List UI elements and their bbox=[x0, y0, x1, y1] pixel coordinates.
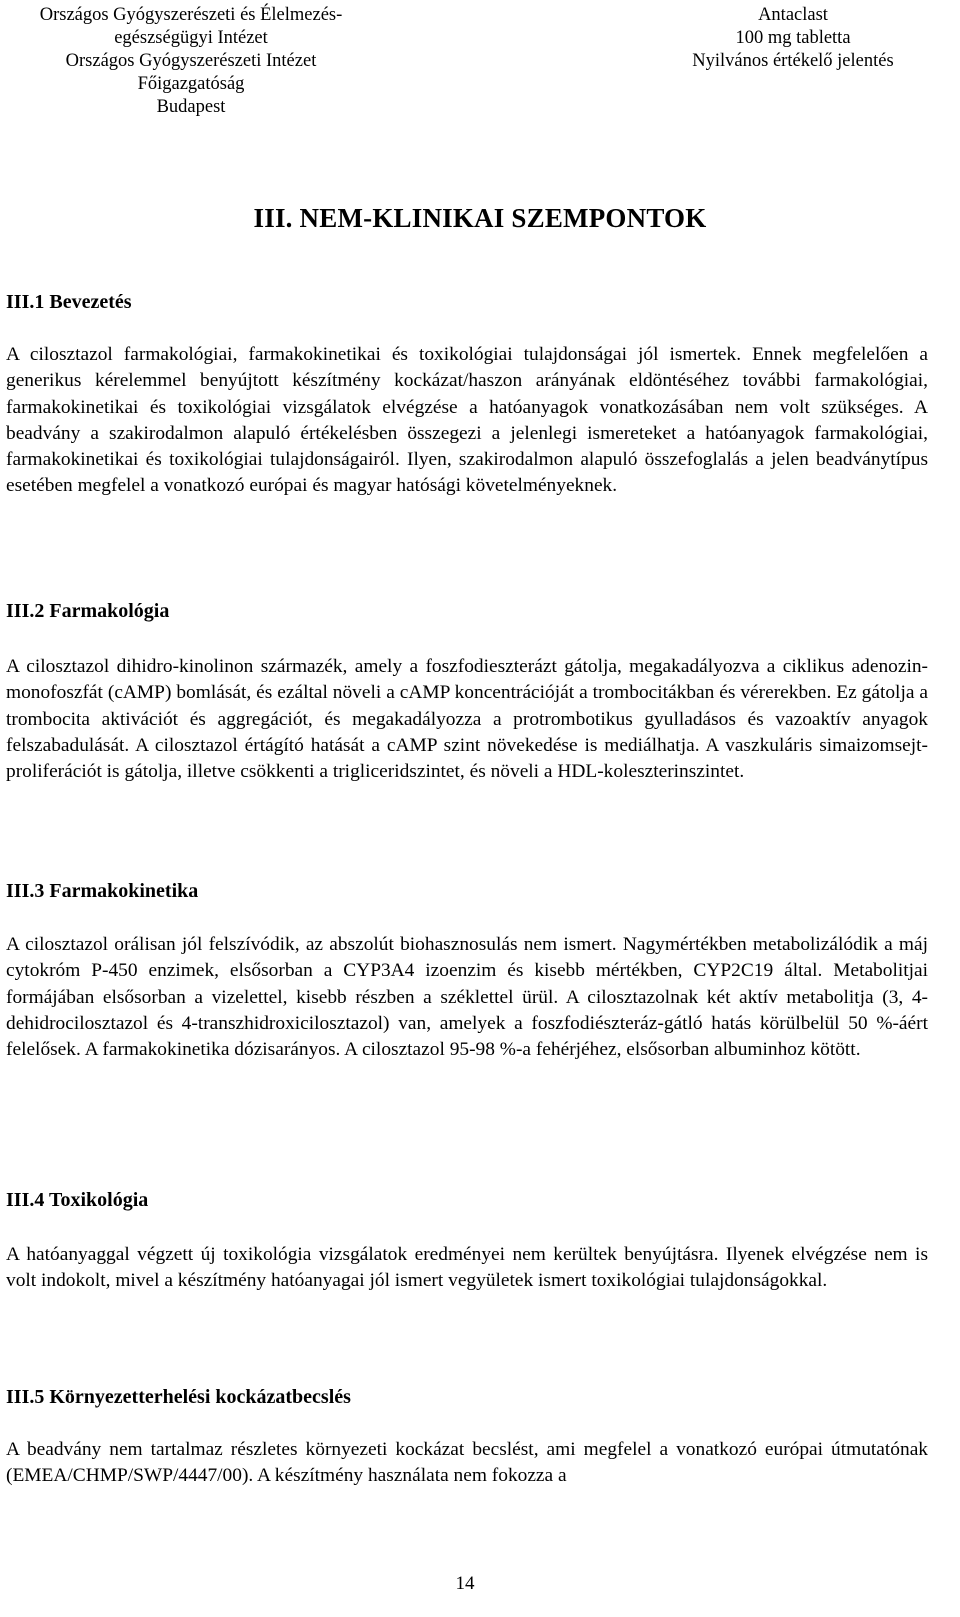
header-product bbox=[648, 4, 938, 73]
document-title: III. NEM-KLINIKAI SZEMPONTOK bbox=[253, 203, 707, 233]
section-introduction-body bbox=[6, 342, 928, 500]
header-issuer-line: Országos Gyógyszerészeti és Élelmezés- bbox=[39, 5, 343, 25]
header-report-type: Nyilvános értékelő jelentés bbox=[692, 51, 894, 71]
section-environmental-risk-body bbox=[6, 1437, 928, 1490]
section-paragraph: A cilosztazol orálisan jól felszívódik, az abszolút biohasznosulás nem ismert. Nagymértékben metabolizálódik a máj cytokróm P-450 enzimek, elsősorban a CYP3A4 izoenzim és kisebb mértékben, CYP2C19 által. Metabolitjai formájában elsősorban a vizelettel, kisebb részben a széklettel ürül. A cilosztazolnak két aktív metabolitja (3, 4-dehidrocilosztazol és 4-transzhidroxicilosztazol) van, amelyek a foszfodiészteráz-gátló hatás körülbelül 50 %-áért felelősek. A farmakokinetika dózisarányos. A cilosztazol 95-98 %-a fehérjéhez, elsősorban albuminhoz kötött. bbox=[6, 934, 928, 1061]
header-product-name: Antaclast bbox=[758, 5, 828, 25]
section-paragraph: A cilosztazol dihidro-kinolinon származék, amely a foszfodieszterázt gátolja, megakadályozva a ciklikus adenozin-monofoszfát (cAMP) bomlását, és ezáltal növeli a cAMP koncentrációját a trombocitákban és vérerekben. Ez gátolja a trombocita aktivációt és aggregációt, és megakadályozza a protrombotikus gyulladásos és vazoaktív anyagok felszabadulását. A cilosztazol értágító hatását a cAMP szint növekedése is mediálhatja. A vaszkuláris simaizomsejtproliferációt is gátolja, illetve csökkenti a trigliceridszintet, és növeli a HDL-koleszterinszintet. bbox=[6, 656, 928, 783]
header-issuer bbox=[6, 4, 376, 119]
section-heading: III.4 Toxikológia bbox=[6, 1189, 149, 1211]
header-issuer-line: egészségügyi Intézet bbox=[114, 28, 268, 48]
section-heading: III.3 Farmakokinetika bbox=[6, 880, 199, 902]
header-issuer-line: Budapest bbox=[156, 97, 226, 117]
section-introduction bbox=[6, 289, 928, 315]
page-number: 14 bbox=[455, 1573, 475, 1594]
section-environmental-risk bbox=[6, 1384, 928, 1410]
section-pharmacology-body bbox=[6, 654, 928, 785]
page-header bbox=[0, 0, 960, 130]
section-pharmacokinetics bbox=[6, 878, 928, 904]
section-paragraph: A cilosztazol farmakológiai, farmakokinetikai és toxikológiai tulajdonságai jól ismertek. Ennek megfelelően a generikus kérelemmel benyújtott készítmény kockázat/haszon arányának eldöntéséhez további farmakológiai, farmakokinetikai és toxikológiai vizsgálatok elvégzése a hatóanyagok vonatkozásában nem volt szükséges. A beadvány a szakirodalmon alapuló értékelésben összegezi a jelenlegi ismereteket a hatóanyagok farmakológiai, farmakokinetikai és toxikológiai tulajdonságairól. Ilyen, szakirodalmon alapuló összefoglalás a jelen beadványtípus esetében megfelel a vonatkozó európai és magyar hatósági követelményeknek. bbox=[6, 344, 928, 497]
section-heading: III.1 Bevezetés bbox=[6, 291, 132, 313]
section-toxicology bbox=[6, 1187, 928, 1213]
header-product-strength: 100 mg tabletta bbox=[735, 28, 851, 48]
section-toxicology-body bbox=[6, 1242, 928, 1295]
section-heading: III.5 Környezetterhelési kockázatbecslés bbox=[6, 1386, 351, 1408]
header-issuer-line: Országos Gyógyszerészeti Intézet bbox=[65, 51, 317, 71]
section-paragraph: A beadvány nem tartalmaz részletes környezeti kockázat becslést, ami megfelel a vonatkozó európai útmutatónak (EMEA/CHMP/SWP/4447/00). A készítmény használata nem fokozza a bbox=[6, 1439, 928, 1487]
section-pharmacokinetics-body bbox=[6, 932, 928, 1063]
section-heading: III.2 Farmakológia bbox=[6, 600, 170, 622]
header-issuer-line: Főigazgatóság bbox=[137, 74, 245, 94]
section-pharmacology bbox=[6, 598, 928, 624]
section-paragraph: A hatóanyaggal végzett új toxikológia vizsgálatok eredményei nem kerültek benyújtásra. Ilyenek elvégzése nem is volt indokolt, mivel a készítmény hatóanyagai jól ismert vegyületek ismert toxikológiai tulajdonságokkal. bbox=[6, 1244, 928, 1292]
